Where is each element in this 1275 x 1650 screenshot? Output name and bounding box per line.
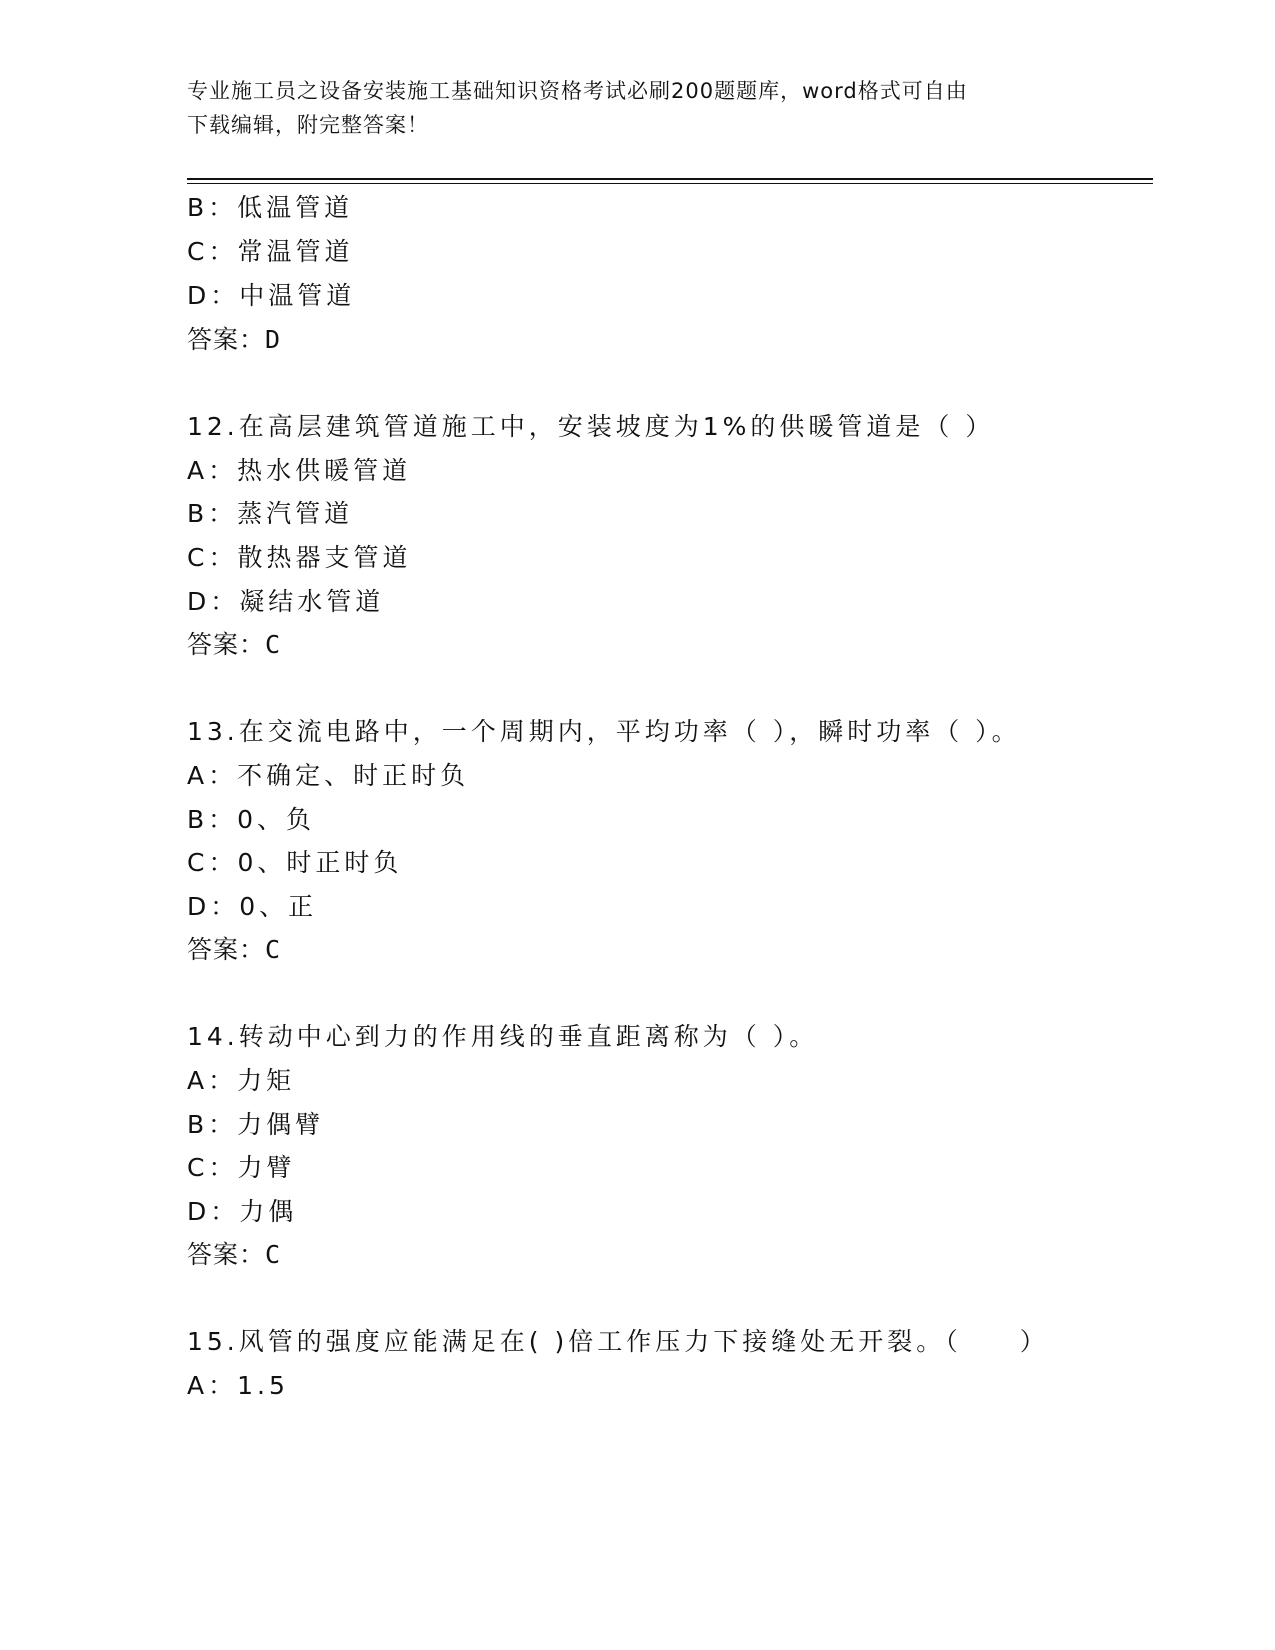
q11-option-d: D：中温管道 (187, 281, 356, 310)
q14-option-a: A：力矩 (187, 1066, 296, 1095)
q13-stem: 13.在交流电路中，一个周期内，平均功率（ ），瞬时功率（ ）。 (187, 717, 1021, 746)
q14-option-c: C：力臂 (187, 1153, 296, 1182)
q12-option-a: A：热水供暖管道 (187, 456, 412, 485)
q14-option-d: D：力偶 (187, 1197, 298, 1226)
q12-stem: 12.在高层建筑管道施工中，安装坡度为1%的供暖管道是（ ） (187, 412, 995, 441)
q12-option-b: B：蒸汽管道 (187, 499, 354, 528)
q12-option-c: C：散热器支管道 (187, 543, 412, 572)
q14-answer: 答案：C (187, 1240, 282, 1269)
q13-option-b: B：0、负 (187, 805, 316, 834)
q11-option-c: C：常温管道 (187, 237, 354, 266)
q13-option-a: A：不确定、时正时负 (187, 761, 470, 790)
q15-stem: 15.风管的强度应能满足在( )倍工作压力下接缝处无开裂。（ ） (187, 1327, 1049, 1356)
q11-answer: 答案：D (187, 325, 282, 354)
q12-option-d: D：凝结水管道 (187, 587, 385, 616)
q14-option-b: B：力偶臂 (187, 1110, 325, 1139)
q14-stem: 14.转动中心到力的作用线的垂直距离称为（ ）。 (187, 1022, 819, 1051)
header-divider-thin (187, 183, 1153, 184)
q12-answer: 答案：C (187, 630, 282, 659)
q15-option-a: A：1.5 (187, 1371, 289, 1400)
q13-option-d: D：0、正 (187, 892, 318, 921)
q11-option-b: B：低温管道 (187, 193, 354, 222)
q13-answer: 答案：C (187, 935, 282, 964)
header-divider-thick (187, 178, 1153, 180)
document-header: 专业施工员之设备安装施工基础知识资格考试必刷200题题库，word格式可自由 下载编辑，附完整答案！ (187, 79, 968, 137)
q13-option-c: C：0、时正时负 (187, 848, 403, 877)
